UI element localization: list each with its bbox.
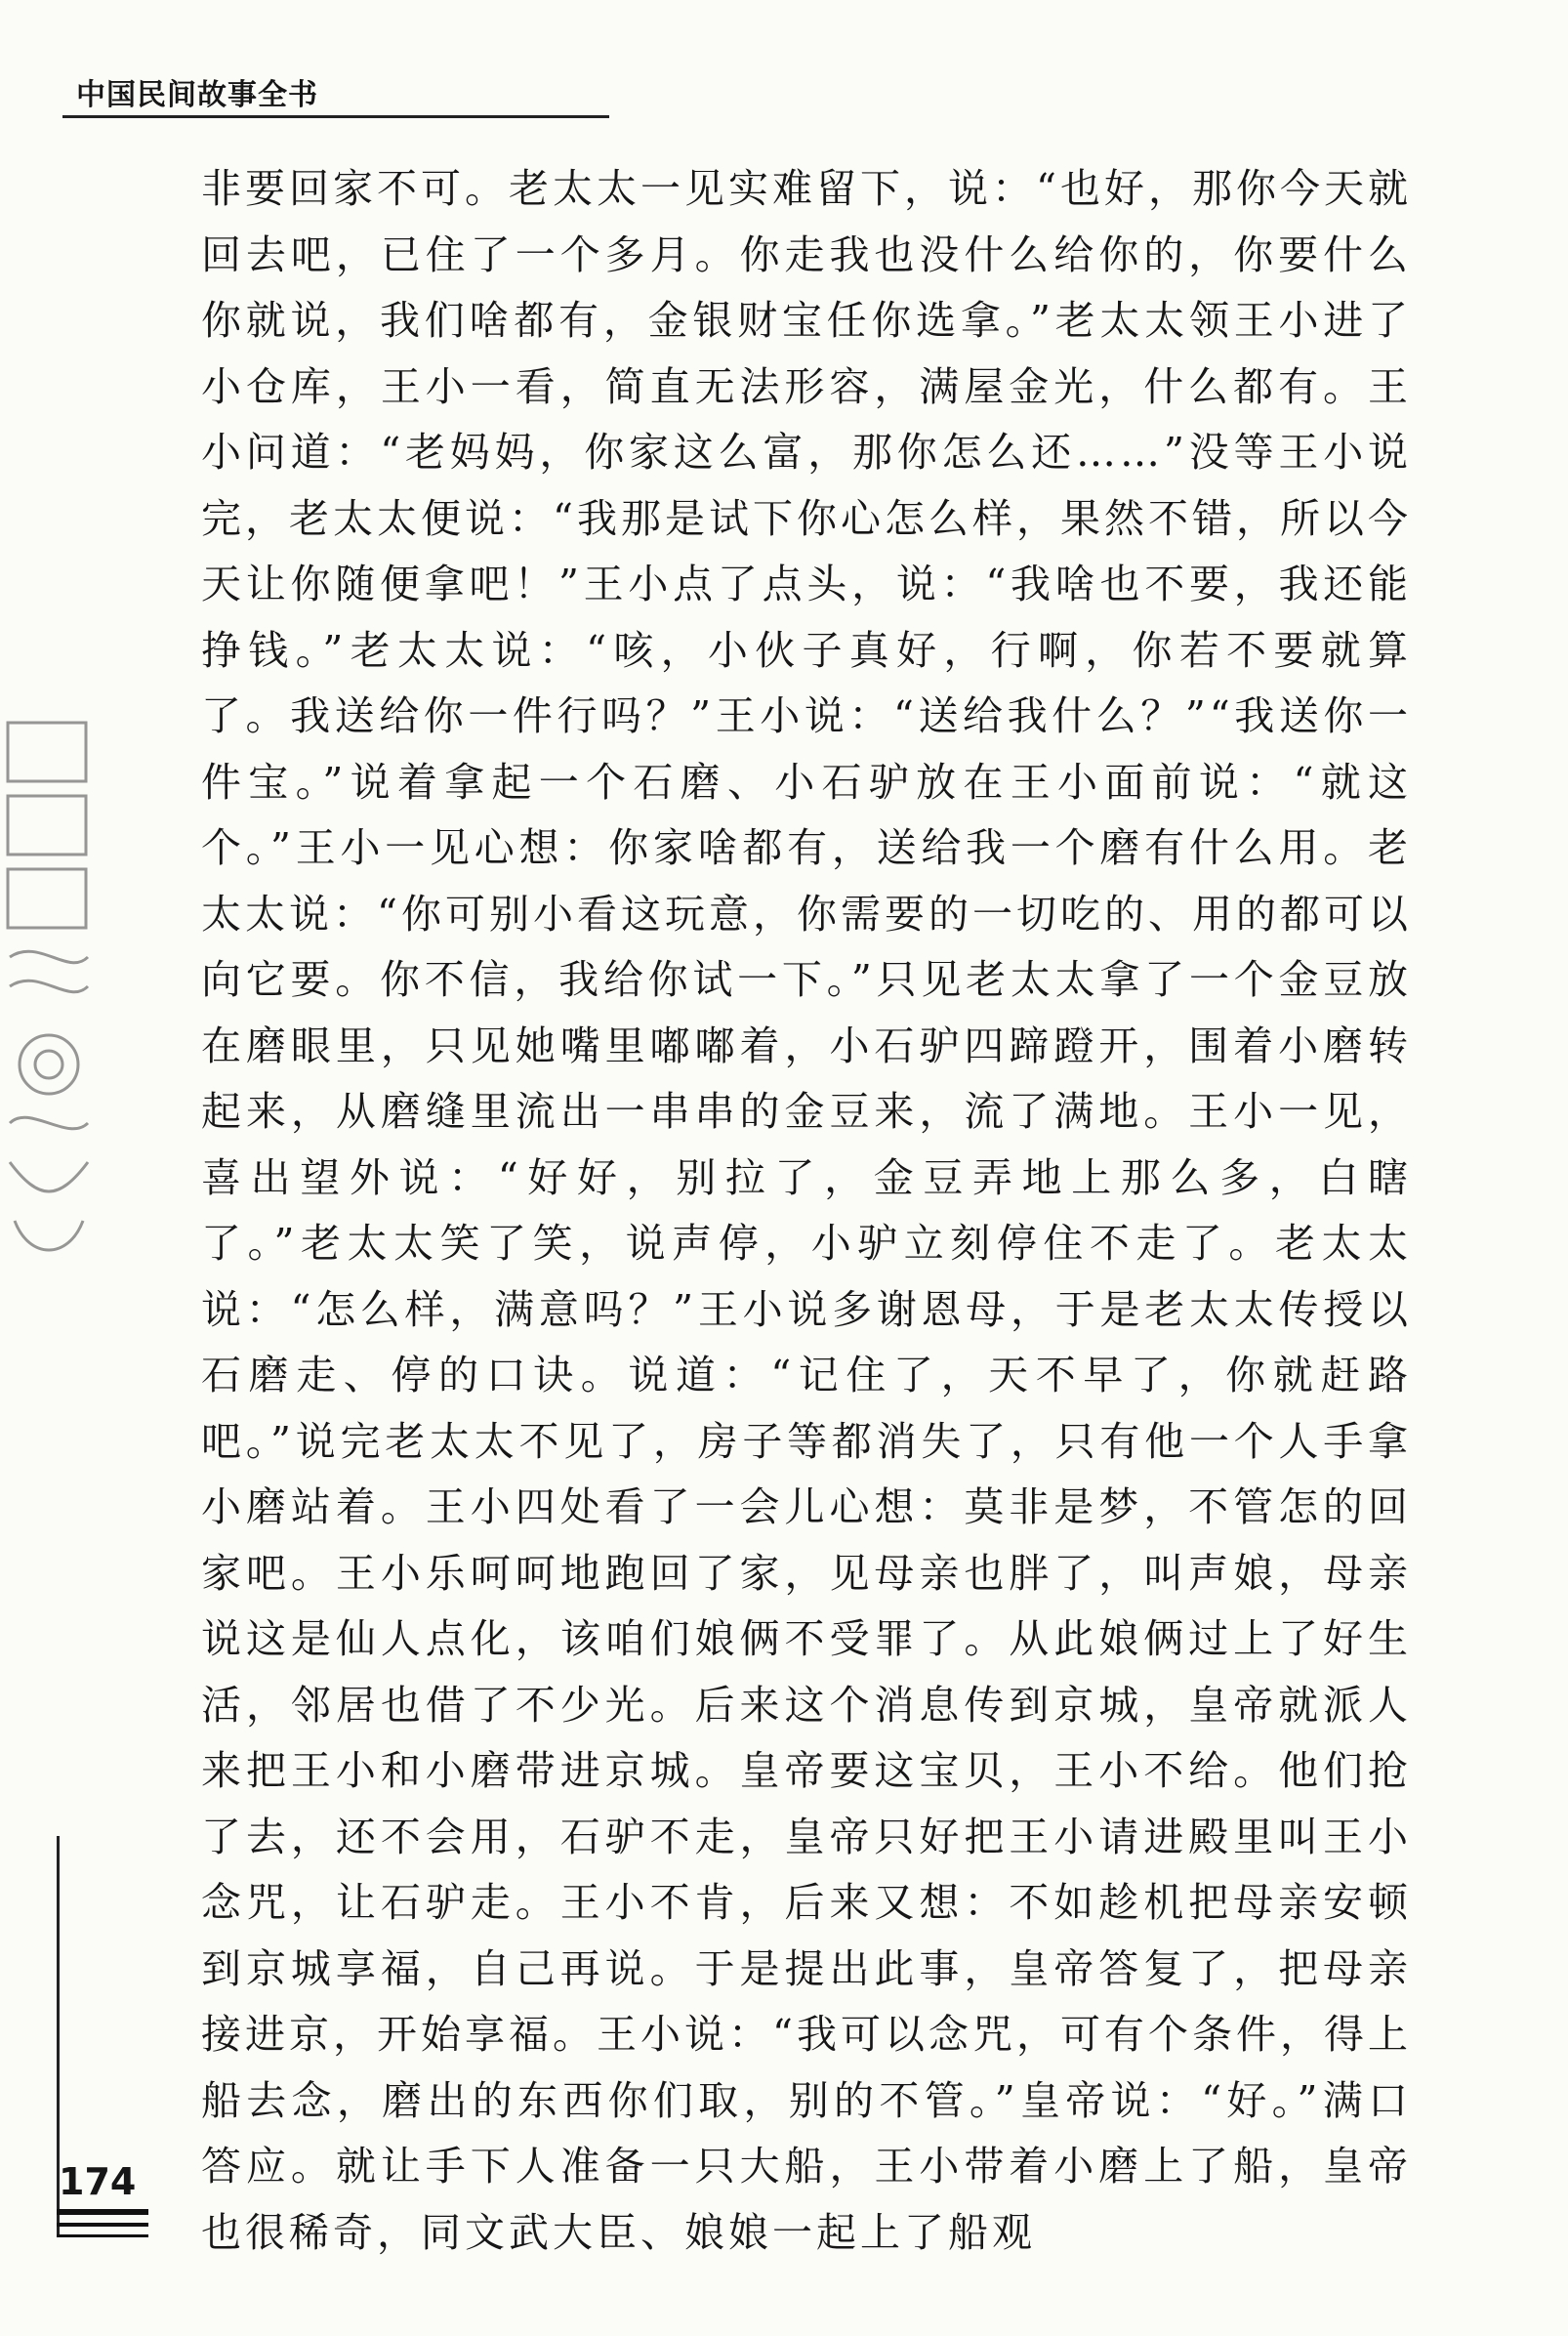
footer-bar	[57, 2209, 148, 2215]
footer-bar	[57, 2234, 148, 2237]
story-paragraph: 非要回家不可。老太太一见实难留下，说：“也好，那你今天就回去吧，已住了一个多月。你走我也没什么给你的，你要什么你就说，我们啥都有，金银财宝任你选拿。”老太太领王小进了小仓库，王小一看，简直无法形容，满屋金光，什么都有。王小问道：“老妈妈，你家这么富，那你怎么还……”没等王小说完，老太太便说：“我那是试下你心怎么样，果然不错，所以今天让你随便拿吧！”王小点了点头，说：“我啥也不要，我还能挣钱。”老太太说：“咳，小伙子真好，行啊，你若不要就算了。我送给你一件行吗？”王小说：“送给我什么？”“我送你一件宝。”说着拿起一个石磨、小石驴放在王小面前说：“就这个。”王小一见心想：你家啥都有，送给我一个磨有什么用。老太太说：“你可别小看这玩意，你需要的一切吃的、用的都可以向它要。你不信，我给你试一下。”只见老太太拿了一个金豆放在磨眼里，只见她嘴里嘟嘟着，小石驴四蹄蹬开，围着小磨转起来，从磨缝里流出一串串的金豆来，流了满地。王小一见，喜出望外说：“好好，别拉了，金豆弄地上那么多，白瞎了。”老太太笑了笑，说声停，小驴立刻停住不走了。老太太说：“怎么样，满意吗？”王小说多谢恩母，于是老太太传授以石磨走、停的口诀。说道：“记住了，天不早了，你就赶路吧。”说完老太太不见了，房子等都消失了，只有他一个人手拿小磨站着。王小四处看了一会儿心想：莫非是梦，不管怎的回家吧。王小乐呵呵地跑回了家，见母亲也胖了，叫声娘，母亲说这是仙人点化，该咱们娘俩不受罪了。从此娘俩过上了好生活，邻居也借了不少光。后来这个消息传到京城，皇帝就派人来把王小和小磨带进京城。皇帝要这宝贝，王小不给。他们抢了去，还不会用，石驴不走，皇帝只好把王小请进殿里叫王小念咒，让石驴走。王小不肯，后来又想：不如趁机把母亲安顿到京城享福，自己再说。于是提出此事，皇帝答复了，把母亲接进京，开始享福。王小说：“我可以念咒，可有个条件，得上船去念，磨出的东西你们取，别的不管。”皇帝说：“好。”满口答应。就让手下人准备一只大船，王小带着小磨上了船，皇帝也很稀奇，同文武大臣、娘娘一起上了船观	[201, 165, 1412, 2256]
side-emblem-graphic	[0, 713, 98, 1299]
header-rule	[62, 115, 609, 118]
page-number: 174	[59, 2160, 137, 2203]
story-body-text	[201, 156, 1412, 2266]
book-title: 中国民间故事全书	[76, 78, 318, 112]
footer-bar	[57, 2223, 148, 2227]
